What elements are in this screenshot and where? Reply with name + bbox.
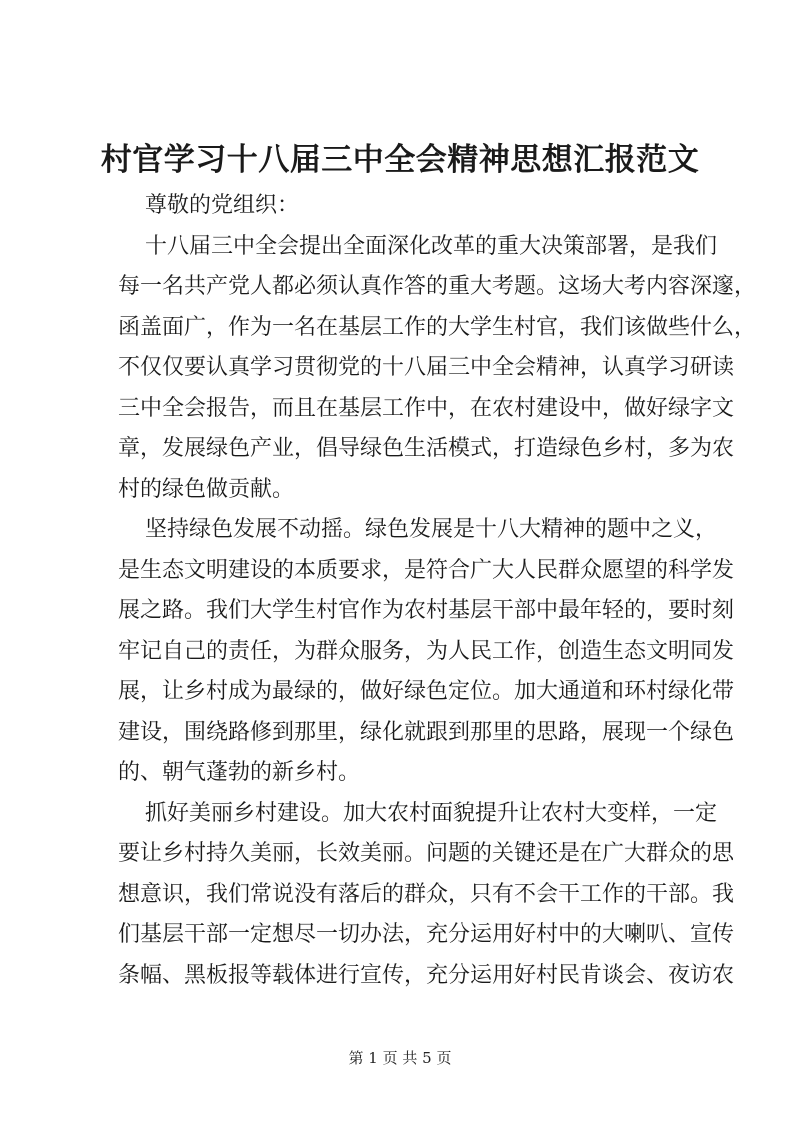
paragraph-line: 不仅仅要认真学习贯彻党的十八届三中全会精神，认真学习研读: [118, 355, 735, 380]
paragraph-line: 是生态文明建设的本质要求，是符合广大人民群众愿望的科学发: [118, 557, 735, 583]
paragraph-line: 抓好美丽乡村建设。加大农村面貌提升让农村大变样，一定: [145, 800, 718, 826]
paragraph-line: 展之路。我们大学生村官作为农村基层干部中最年轻的，要时刻: [118, 598, 735, 623]
paragraph-line: 十八届三中全会提出全面深化改革的重大决策部署，是我们: [145, 233, 718, 259]
paragraph-line: 建设，围绕路修到那里，绿化就跟到那里的思路，展现一个绿色: [118, 719, 735, 745]
paragraph-line: 村的绿色做贡献。: [118, 476, 295, 502]
paragraph-line: 坚持绿色发展不动摇。绿色发展是十八大精神的题中之义，: [145, 517, 718, 542]
paragraph-line: 函盖面广，作为一名在基层工作的大学生村官，我们该做些什么，: [118, 314, 757, 340]
paragraph-2: [118, 510, 735, 794]
paragraph-line: 每一名共产党人都必须认真作答的重大考题。这场大考内容深邃，: [118, 274, 757, 299]
paragraph-line: 们基层干部一定想尽一切办法，充分运用好村中的大喇叭、宣传: [118, 922, 735, 947]
salutation: 尊敬的党组织：: [145, 193, 300, 218]
paragraph-line: 条幅、黑板报等载体进行宣传，充分运用好村民肯谈会、夜访农: [118, 962, 735, 988]
document-body: [118, 186, 757, 996]
paragraph-3: [118, 794, 735, 997]
paragraph-line: 章，发展绿色产业，倡导绿色生活模式，打造绿色乡村，多为农: [118, 436, 735, 461]
paragraph-line: 想意识，我们常说没有落后的群众，只有不会干工作的干部。我: [118, 881, 735, 907]
paragraph-line: 展，让乡村成为最绿的，做好绿色定位。加大通道和环村绿化带: [118, 679, 735, 704]
paragraph-line: 牢记自己的责任，为群众服务，为人民工作，创造生态文明同发: [118, 638, 735, 664]
paragraph-1: [118, 227, 757, 511]
page-footer: 第 1 页 共 5 页: [348, 1049, 452, 1067]
paragraph-line: 的、朝气蓬勃的新乡村。: [118, 760, 361, 785]
paragraph-line: 要让乡村持久美丽，长效美丽。问题的关键还是在广大群众的思: [118, 841, 735, 866]
document-title: 村官学习十八届三中全会精神思想汇报范文: [100, 142, 700, 178]
paragraph-line: 三中全会报告，而且在基层工作中，在农村建设中，做好绿字文: [118, 395, 735, 421]
